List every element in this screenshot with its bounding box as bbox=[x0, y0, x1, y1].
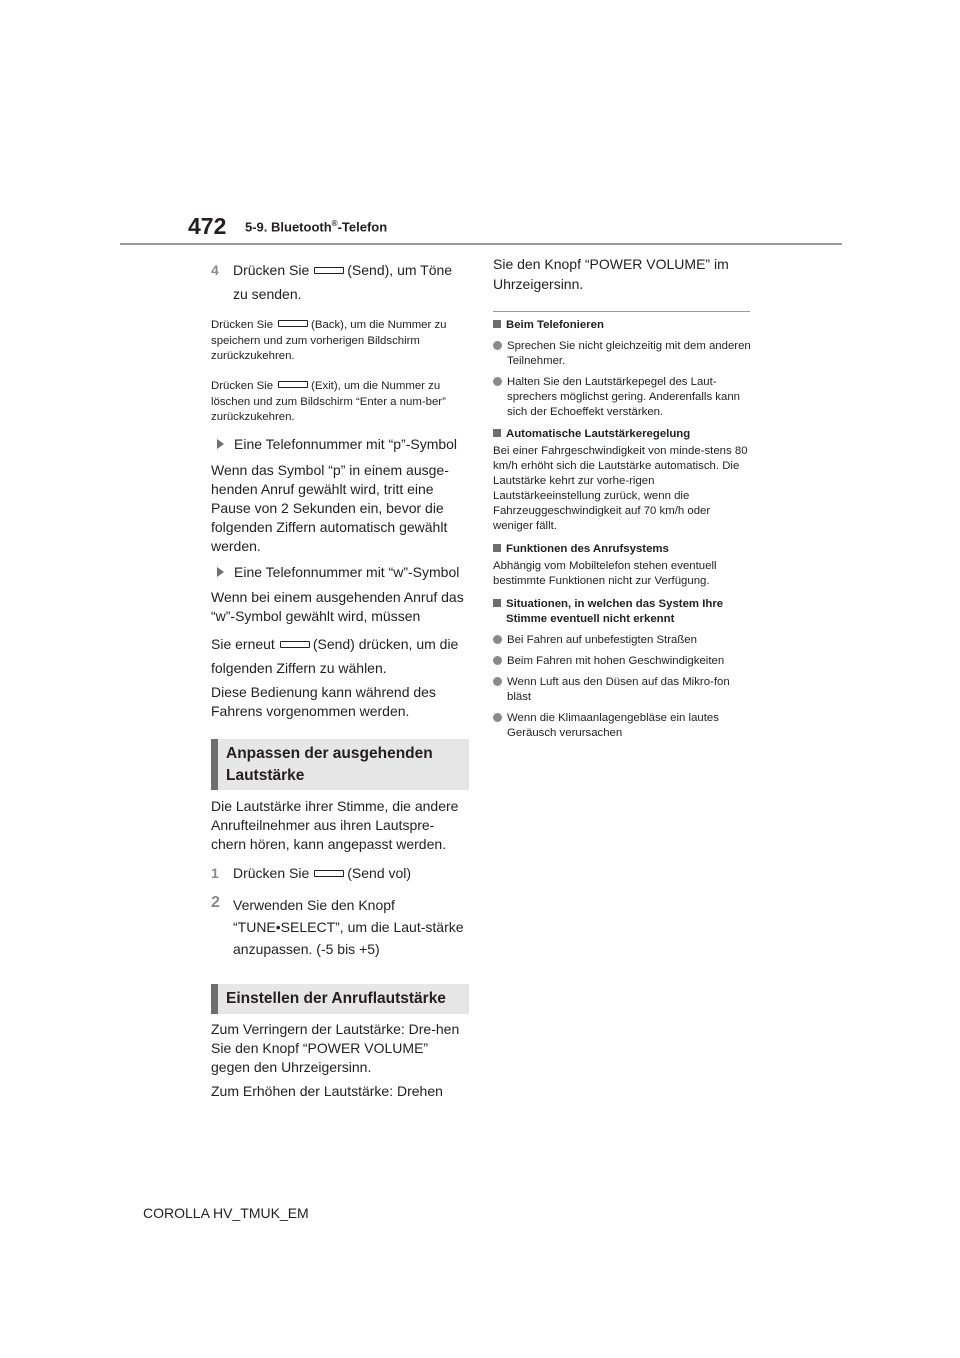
page-number: 472 bbox=[188, 213, 227, 239]
step-1 bbox=[211, 864, 469, 883]
subheading-text: Eine Telefonnummer mit “w”-Symbol bbox=[234, 564, 460, 580]
registered-mark: ® bbox=[331, 219, 338, 228]
button-icon bbox=[280, 641, 310, 648]
subheading-text: Eine Telefonnummer mit “p”-Symbol bbox=[234, 436, 458, 452]
info-text: Wenn Luft aus den Düsen auf das Mikro-fon bläst bbox=[507, 676, 730, 703]
dot-bullet-icon bbox=[493, 656, 502, 665]
body-text: Wenn das Symbol “p” in einem ausge-henden Anruf gewählt wird, tritt eine Pause von 2 Sekunden ein, bevor die folgenden Ziffern automatisch gewählt werden. bbox=[211, 462, 449, 554]
section-heading-call-volume: Einstellen der Anruflautstärke bbox=[211, 984, 469, 1014]
info-text: Beim Fahren mit hohen Geschwindigkeiten bbox=[507, 655, 725, 667]
info-heading: Funktionen des Anrufsystems bbox=[506, 543, 669, 555]
note-text: löschen und zum Bildschirm “Enter a num-ber” zurückzukehren. bbox=[211, 396, 446, 423]
step-text: Drücken Sie bbox=[233, 865, 310, 881]
step-4 bbox=[211, 258, 469, 306]
body-text: Zum Verringern der Lautstärke: Dre-hen Sie den Knopf “POWER VOLUME” gegen den Uhrzeigersinn. bbox=[211, 1021, 460, 1075]
info-heading: Automatische Lautstärkeregelung bbox=[506, 428, 691, 440]
body-text: Zum Erhöhen der Lautstärke: Drehen bbox=[211, 1083, 443, 1099]
step-number: 1 bbox=[211, 865, 219, 881]
info-rule bbox=[493, 311, 750, 312]
body-text: Diese Bedienung kann während des Fahrens vorgenommen werden. bbox=[211, 684, 436, 719]
chapter-suffix: -Telefon bbox=[337, 219, 388, 235]
w-symbol-text bbox=[211, 588, 469, 721]
dot-bullet-icon bbox=[493, 677, 502, 686]
step-text: Drücken Sie bbox=[233, 262, 310, 278]
info-text: Wenn die Klimaanlagengebläse ein lautes Geräusch verursachen bbox=[507, 712, 719, 739]
info-heading: Situationen, in welchen das System Ihre Stimme eventuell nicht erkennt bbox=[506, 598, 724, 625]
continued-text bbox=[493, 254, 751, 294]
dot-bullet-icon bbox=[493, 713, 502, 722]
header-rule bbox=[120, 243, 842, 245]
info-text: Bei einer Fahrgeschwindigkeit von minde-stens 80 km/h erhöht sich die Lautstärke automatisch. Die Lautstärke kehrt zur vorhe-rigen Lautstärkeeinstellung zurück, wenn die Fahrzeuggeschwindigkeit auf 70 km/h oder weniger fällt. bbox=[493, 445, 748, 532]
step-2 bbox=[211, 894, 469, 960]
outgoing-volume-text bbox=[211, 797, 469, 854]
p-symbol-text bbox=[211, 461, 469, 556]
body-text: Die Lautstärke ihrer Stimme, die andere Anrufteilnehmer aus ihren Lautspre-chern hören, kann angepasst werden. bbox=[211, 798, 459, 852]
info-text: Sprechen Sie nicht gleichzeitig mit dem anderen Teilnehmer. bbox=[507, 340, 751, 367]
call-volume-text bbox=[211, 1020, 469, 1101]
body-text: Sie den Knopf “POWER VOLUME” im Uhrzeigersinn. bbox=[493, 256, 729, 292]
body-text: Sie erneut bbox=[211, 636, 275, 652]
note-text: (Exit), um die Nummer zu bbox=[311, 380, 441, 392]
square-bullet-icon bbox=[493, 599, 501, 607]
button-icon bbox=[314, 267, 344, 274]
body-text: (Send) drücken, um die bbox=[312, 636, 459, 652]
info-heading: Beim Telefonieren bbox=[506, 319, 604, 331]
step-text: (Send), um Töne bbox=[347, 262, 453, 278]
note-text: Drücken Sie bbox=[211, 380, 274, 392]
note-text: Drücken Sie bbox=[211, 319, 274, 331]
square-bullet-icon bbox=[493, 429, 501, 437]
button-icon bbox=[278, 381, 308, 388]
dot-bullet-icon bbox=[493, 377, 502, 386]
note-text: speichern und zum vorherigen Bildschirm zurückzukehren. bbox=[211, 335, 420, 362]
triangle-bullet-icon bbox=[217, 567, 224, 577]
chapter-name: 5-9. Bluetooth bbox=[245, 219, 332, 235]
back-note bbox=[211, 316, 469, 364]
section-heading-outgoing-volume: Anpassen der ausgehenden Lautstärke bbox=[211, 739, 469, 790]
info-block bbox=[493, 318, 751, 741]
body-text: folgenden Ziffern zu wählen. bbox=[211, 660, 387, 676]
square-bullet-icon bbox=[493, 544, 501, 552]
chapter-title bbox=[245, 219, 387, 234]
exit-note bbox=[211, 377, 469, 425]
square-bullet-icon bbox=[493, 320, 501, 328]
step-text: (Send vol) bbox=[347, 865, 412, 881]
step-number: 2 bbox=[211, 894, 220, 911]
button-icon bbox=[314, 870, 344, 877]
info-text: Bei Fahren auf unbefestigten Straßen bbox=[507, 634, 697, 646]
p-symbol-heading bbox=[211, 435, 469, 454]
triangle-bullet-icon bbox=[217, 439, 224, 449]
w-symbol-heading bbox=[211, 563, 469, 582]
button-icon bbox=[278, 320, 308, 327]
dot-bullet-icon bbox=[493, 341, 502, 350]
info-text: Halten Sie den Lautstärkepegel des Laut-sprechers möglichst gering. Anderenfalls kann sich der Echoeffekt verstärken. bbox=[507, 376, 741, 418]
dot-bullet-icon bbox=[493, 635, 502, 644]
step-text: zu senden. bbox=[233, 286, 302, 302]
info-text: Abhängig vom Mobiltelefon stehen eventuell bestimmte Funktionen nicht zur Verfügung. bbox=[493, 560, 717, 587]
body-text: Wenn bei einem ausgehenden Anruf das “w”-Symbol gewählt wird, müssen bbox=[211, 589, 464, 624]
step-number: 4 bbox=[211, 262, 219, 278]
step-text: Verwenden Sie den Knopf “TUNE•SELECT”, um die Laut-stärke anzupassen. (-5 bis +5) bbox=[233, 897, 464, 957]
footer-model: COROLLA HV_TMUK_EM bbox=[143, 1205, 309, 1221]
note-text: (Back), um die Nummer zu bbox=[311, 319, 447, 331]
